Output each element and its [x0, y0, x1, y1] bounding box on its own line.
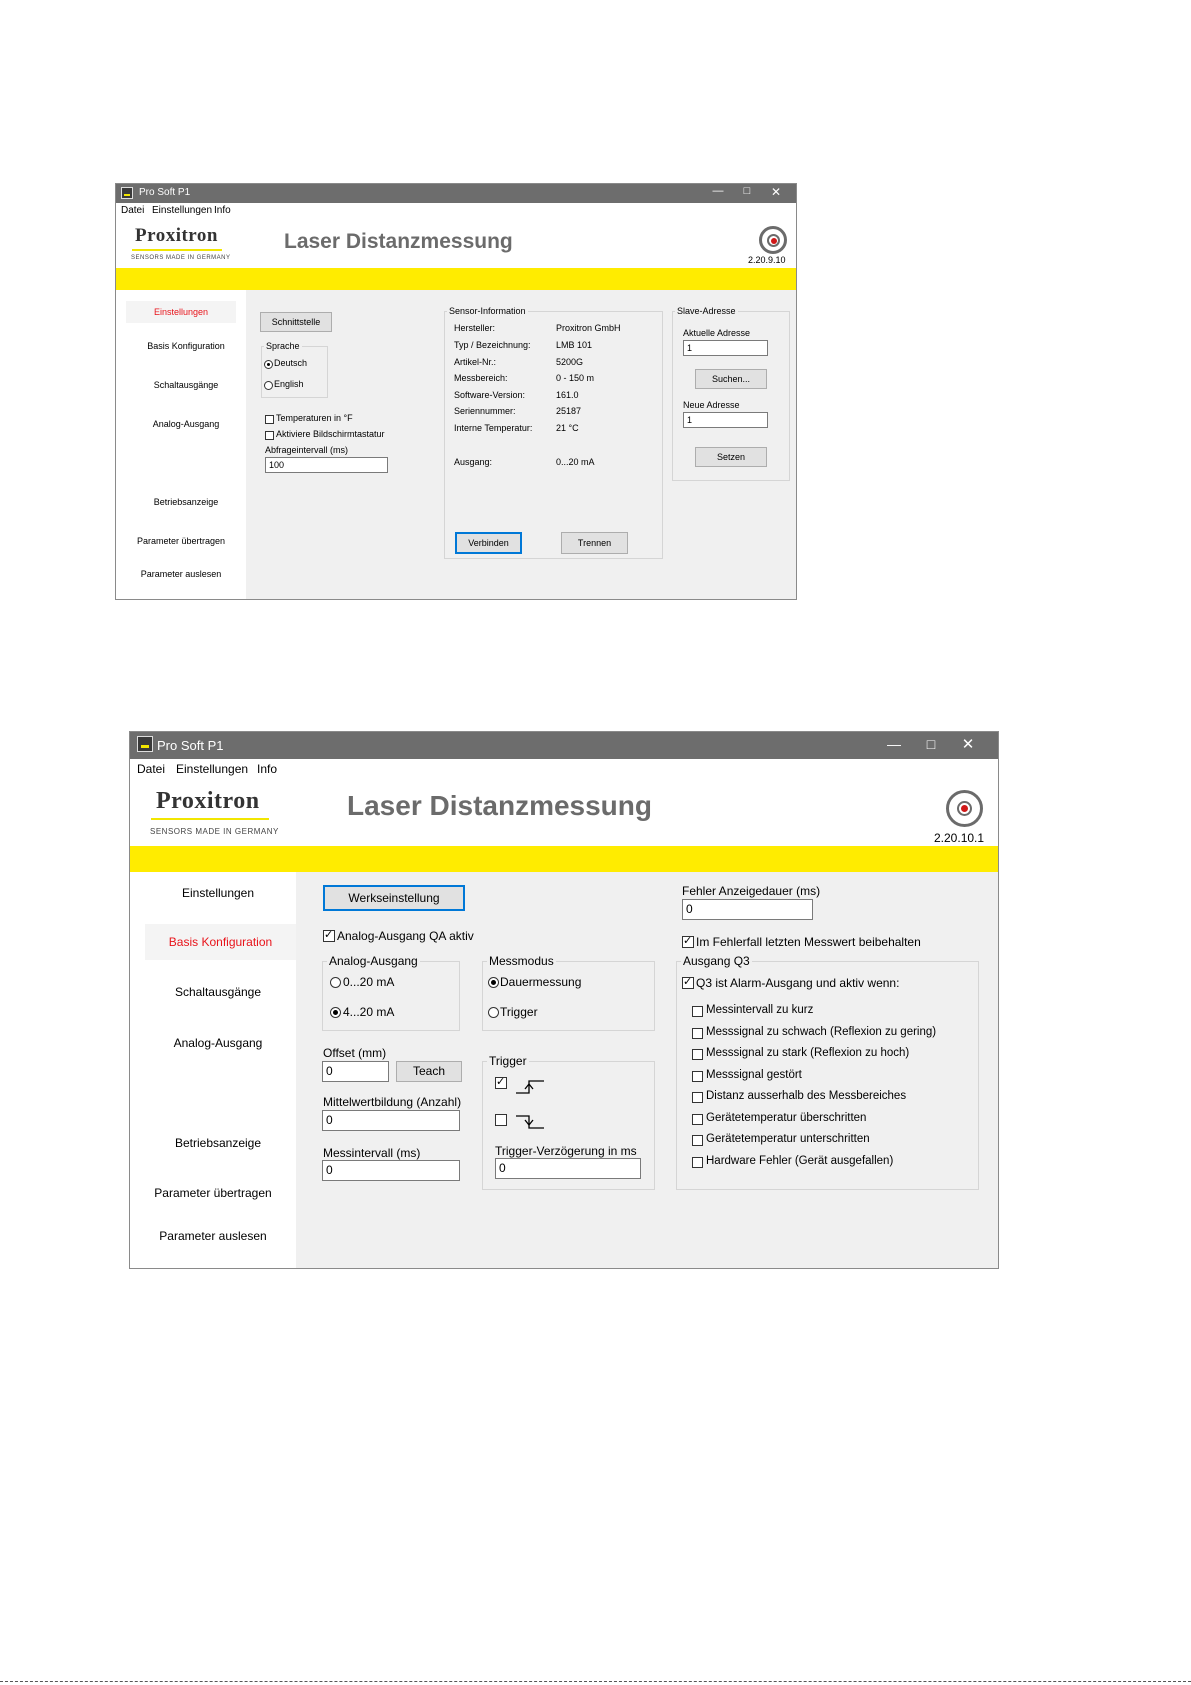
nav-basis-konfiguration[interactable]: Basis Konfiguration: [147, 341, 225, 351]
sidebar: [130, 872, 296, 1268]
q3-alarm-label: Q3 ist Alarm-Ausgang und aktiv wenn:: [696, 976, 900, 990]
factory-reset-button[interactable]: Werkseinstellung: [323, 885, 465, 911]
maximize-icon[interactable]: □: [926, 736, 936, 752]
sidebar: [116, 290, 246, 599]
logo-underline: [151, 818, 269, 820]
menu-einstellungen[interactable]: Einstellungen: [152, 205, 213, 216]
info-value: LMB 101: [556, 340, 593, 350]
nav-parameter-auslesen[interactable]: Parameter auslesen: [159, 1229, 267, 1243]
info-value: 25187: [556, 406, 582, 416]
error-duration-label: Fehler Anzeigedauer (ms): [682, 884, 821, 898]
trigger-group: [482, 1054, 655, 1190]
radio-4-20ma[interactable]: [330, 1007, 341, 1018]
keep-last-checkbox[interactable]: [682, 936, 694, 948]
sensor-info-title: Sensor-Information: [449, 306, 526, 316]
rising-edge-checkbox[interactable]: [495, 1077, 507, 1089]
condition-label: Gerätetemperatur überschritten: [706, 1112, 867, 1124]
trigger-delay-input[interactable]: 0: [495, 1158, 641, 1179]
nav-analog-ausgang[interactable]: Analog-Ausgang: [152, 419, 220, 429]
condition-checkbox[interactable]: [692, 1157, 703, 1168]
condition-checkbox[interactable]: [692, 1071, 703, 1082]
yellow-band: [130, 846, 998, 872]
info-value: Proxitron GmbH: [556, 323, 621, 333]
condition-label: Distanz ausserhalb des Messbereiches: [706, 1090, 907, 1102]
nav-einstellungen[interactable]: Einstellungen: [126, 301, 236, 323]
info-value: 161.0: [556, 390, 579, 400]
keyboard-checkbox[interactable]: [265, 431, 274, 440]
condition-checkbox[interactable]: [692, 1028, 703, 1039]
q3-title: Ausgang Q3: [683, 954, 750, 968]
maximize-icon[interactable]: □: [743, 185, 751, 197]
average-input[interactable]: 0: [322, 1110, 460, 1131]
connect-button[interactable]: Verbinden: [455, 532, 522, 554]
radio-english[interactable]: [264, 381, 273, 390]
poll-label: Abfrageintervall (ms): [265, 445, 349, 455]
menu-info[interactable]: Info: [214, 205, 231, 216]
current-address-label: Aktuelle Adresse: [683, 328, 751, 338]
radio-deutsch-label: Deutsch: [274, 358, 308, 368]
info-label: Artikel-Nr.:: [454, 357, 497, 367]
slave-title: Slave-Adresse: [677, 306, 736, 316]
nav-basis-konfiguration[interactable]: Basis Konfiguration: [145, 924, 296, 960]
window-basis-konfiguration: [129, 731, 999, 1269]
version-label: 2.20.9.10: [748, 255, 786, 265]
slave-address-group: [672, 306, 790, 481]
keyboard-label: Aktiviere Bildschirmtastatur: [276, 429, 385, 439]
radio-0-20ma[interactable]: [330, 977, 341, 988]
content-area: [130, 872, 998, 1268]
radio-trigger-label: Trigger: [500, 1005, 538, 1019]
radio-english-label: English: [274, 379, 304, 389]
nav-parameter-auslesen[interactable]: Parameter auslesen: [140, 569, 222, 579]
header: [130, 778, 998, 846]
set-button[interactable]: Setzen: [695, 447, 767, 467]
error-duration-input[interactable]: 0: [682, 899, 813, 920]
falling-edge-icon: [516, 1113, 546, 1131]
current-address-input[interactable]: 1: [683, 340, 768, 356]
analog-output-title: Analog-Ausgang: [329, 954, 418, 968]
title-bar[interactable]: [130, 732, 998, 759]
offset-input[interactable]: 0: [322, 1061, 389, 1082]
output-value: 0...20 mA: [556, 457, 595, 467]
falling-edge-checkbox[interactable]: [495, 1114, 507, 1126]
trigger-delay-label: Trigger-Verzögerung in ms: [495, 1144, 637, 1158]
info-value: 21 °C: [556, 423, 579, 433]
header: [116, 218, 796, 268]
menu-info[interactable]: Info: [257, 762, 278, 776]
window-einstellungen: [115, 183, 797, 600]
title-bar[interactable]: [116, 184, 796, 203]
radio-4-20ma-label: 4...20 mA: [343, 1005, 395, 1019]
minimize-icon[interactable]: —: [712, 185, 724, 197]
output-label: Ausgang:: [454, 457, 493, 467]
rising-edge-icon: [516, 1079, 546, 1097]
condition-label: Messsignal gestört: [706, 1069, 802, 1081]
menu-datei[interactable]: Datei: [137, 762, 166, 776]
radio-continuous[interactable]: [488, 977, 499, 988]
disconnect-button[interactable]: Trennen: [561, 532, 628, 554]
proxitron-logo: Proxitron: [156, 788, 260, 814]
condition-checkbox[interactable]: [692, 1006, 703, 1017]
nav-betriebsanzeige[interactable]: Betriebsanzeige: [174, 1136, 262, 1150]
condition-checkbox[interactable]: [692, 1092, 703, 1103]
interval-input[interactable]: 0: [322, 1160, 460, 1181]
target-icon: [946, 790, 983, 827]
app-icon: [121, 187, 133, 199]
language-label: Sprache: [266, 341, 300, 351]
teach-button[interactable]: Teach: [396, 1061, 462, 1082]
app-title: Laser Distanzmessung: [284, 230, 513, 253]
condition-label: Messsignal zu stark (Reflexion zu hoch): [706, 1047, 910, 1059]
new-address-label: Neue Adresse: [683, 400, 740, 410]
radio-0-20ma-label: 0...20 mA: [343, 975, 395, 989]
nav-schaltausgaenge[interactable]: Schaltausgänge: [174, 985, 262, 999]
menu-datei[interactable]: Datei: [121, 205, 145, 216]
radio-trigger[interactable]: [488, 1007, 499, 1018]
info-label: Typ / Bezeichnung:: [454, 340, 531, 350]
logo-tagline: SENSORS MADE IN GERMANY: [131, 255, 231, 261]
close-icon[interactable]: ✕: [961, 736, 975, 753]
measure-mode-title: Messmodus: [489, 954, 554, 968]
nav-parameter-uebertragen[interactable]: Parameter übertragen: [136, 536, 226, 546]
new-address-input[interactable]: 1: [683, 412, 768, 428]
info-label: Hersteller:: [454, 323, 496, 333]
q3-alarm-checkbox[interactable]: [682, 977, 694, 989]
condition-label: Gerätetemperatur unterschritten: [706, 1133, 870, 1145]
window-title: Pro Soft P1: [157, 738, 224, 753]
menu-bar: [116, 203, 796, 218]
menu-bar: [130, 759, 998, 778]
nav-einstellungen[interactable]: Einstellungen: [181, 886, 255, 900]
poll-input[interactable]: 100: [265, 457, 388, 473]
offset-label: Offset (mm): [323, 1046, 387, 1060]
minimize-icon[interactable]: —: [887, 736, 901, 752]
condition-checkbox[interactable]: [692, 1049, 703, 1060]
analog-active-checkbox[interactable]: [323, 930, 335, 942]
nav-analog-ausgang[interactable]: Analog-Ausgang: [173, 1036, 263, 1050]
menu-einstellungen[interactable]: Einstellungen: [176, 762, 249, 776]
close-icon[interactable]: ✕: [770, 185, 782, 199]
logo-underline: [132, 249, 222, 251]
page-bottom-rule: [0, 1681, 1191, 1682]
info-label: Interne Temperatur:: [454, 423, 533, 433]
keep-last-label: Im Fehlerfall letzten Messwert beibehalten: [696, 935, 921, 949]
condition-checkbox[interactable]: [692, 1135, 703, 1146]
app-title: Laser Distanzmessung: [347, 790, 652, 821]
proxitron-logo: Proxitron: [135, 225, 218, 246]
fahrenheit-checkbox[interactable]: [265, 415, 274, 424]
condition-label: Messsignal zu schwach (Reflexion zu gering): [706, 1026, 937, 1038]
radio-deutsch[interactable]: [264, 360, 273, 369]
version-label: 2.20.10.1: [934, 831, 985, 845]
condition-checkbox[interactable]: [692, 1114, 703, 1125]
logo-tagline: SENSORS MADE IN GERMANY: [150, 827, 279, 836]
trigger-title: Trigger: [489, 1054, 527, 1068]
info-label: Software-Version:: [454, 390, 526, 400]
condition-label: Messintervall zu kurz: [706, 1004, 814, 1016]
nav-schaltausgaenge[interactable]: Schaltausgänge: [153, 380, 219, 390]
output-q3-group: [676, 954, 979, 1190]
fahrenheit-label: Temperaturen in °F: [276, 413, 353, 423]
info-label: Messbereich:: [454, 373, 508, 383]
radio-continuous-label: Dauermessung: [500, 975, 582, 989]
info-value: 0 - 150 m: [556, 373, 595, 383]
sensor-info-group: [444, 306, 663, 559]
info-label: Seriennummer:: [454, 406, 516, 416]
nav-parameter-uebertragen[interactable]: Parameter übertragen: [154, 1186, 272, 1200]
condition-label: Hardware Fehler (Gerät ausgefallen): [706, 1155, 894, 1167]
interval-label: Messintervall (ms): [323, 1146, 421, 1160]
info-value: 5200G: [556, 357, 584, 367]
app-icon: [137, 736, 153, 752]
analog-active-label: Analog-Ausgang QA aktiv: [337, 929, 474, 943]
average-label: Mittelwertbildung (Anzahl): [323, 1095, 462, 1109]
target-icon: [759, 226, 787, 254]
content-area: [116, 290, 796, 599]
yellow-band: [116, 268, 796, 290]
nav-betriebsanzeige[interactable]: Betriebsanzeige: [153, 497, 219, 507]
search-button[interactable]: Suchen...: [695, 369, 767, 389]
analog-output-group: [322, 954, 460, 1031]
window-title: Pro Soft P1: [139, 187, 191, 198]
language-group: [261, 341, 328, 398]
measure-mode-group: [482, 954, 655, 1031]
interface-button[interactable]: Schnittstelle: [260, 312, 332, 332]
